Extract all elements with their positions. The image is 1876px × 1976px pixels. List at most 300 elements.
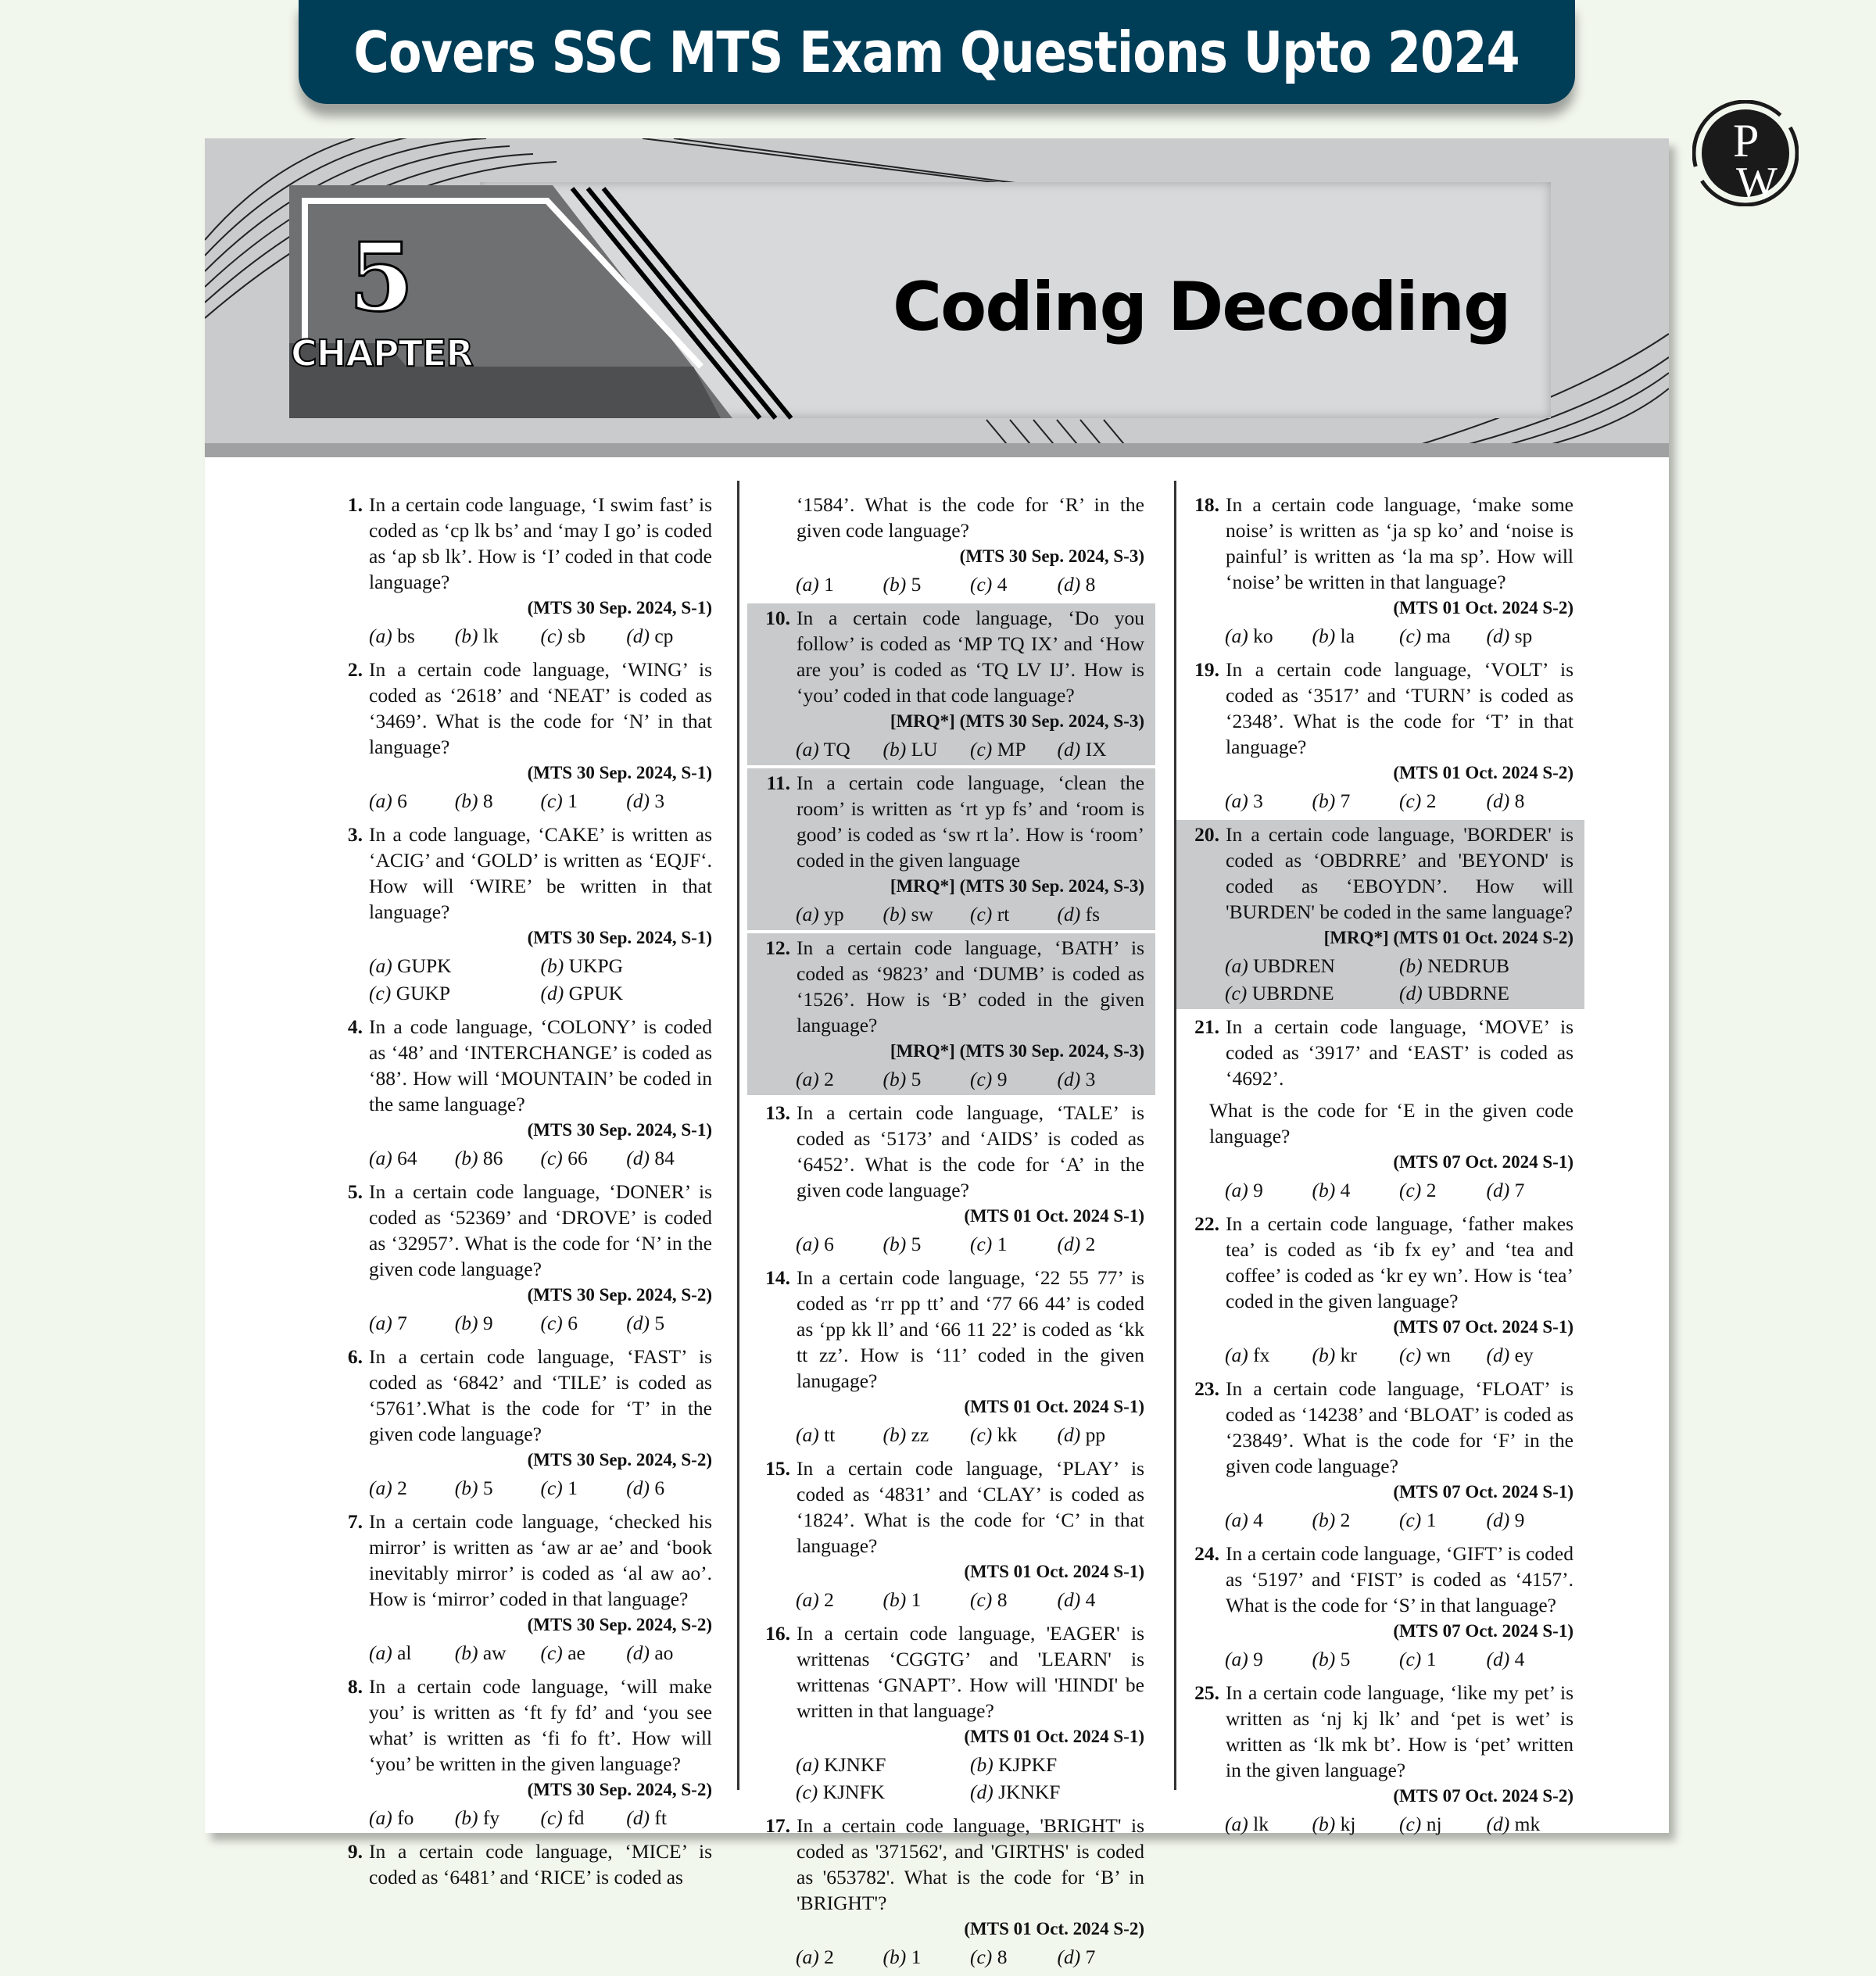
question-number: 15.	[765, 1457, 790, 1480]
question-source: (MTS 30 Sep. 2024, S-1)	[527, 1120, 712, 1140]
option-value: kj	[1340, 1813, 1356, 1835]
option-key: (c)	[540, 789, 563, 812]
option-key: (d)	[626, 1641, 650, 1664]
question-number: 19.	[1194, 658, 1219, 681]
option-key: (d)	[1057, 1588, 1081, 1611]
option-key: (c)	[970, 903, 993, 925]
option-value: fx	[1253, 1344, 1270, 1366]
option-key: (b)	[970, 1753, 993, 1776]
option-item	[626, 1640, 712, 1666]
option-key: (c)	[540, 1806, 563, 1829]
option-item	[1312, 623, 1400, 649]
question-source: [MRQ*] (MTS 30 Sep. 2024, S-3)	[890, 711, 1144, 731]
option-value: KJNKF	[824, 1753, 886, 1776]
option-value: 4	[1514, 1648, 1525, 1670]
option-item	[970, 736, 1058, 762]
question-header	[1176, 1376, 1573, 1479]
option-value: 66	[567, 1147, 588, 1169]
question-source: (MTS 07 Oct. 2024 S-1)	[1393, 1482, 1573, 1502]
question-number: 14.	[765, 1266, 790, 1289]
question-item	[747, 603, 1155, 765]
question-header	[747, 1100, 1144, 1203]
options-list	[747, 1231, 1144, 1257]
option-value: pp	[1085, 1423, 1106, 1446]
option-item	[1225, 788, 1312, 814]
option-item	[1225, 1342, 1312, 1368]
options-list	[747, 1422, 1144, 1448]
question-number: 1.	[347, 493, 363, 516]
option-key: (d)	[1057, 1946, 1081, 1968]
question-header	[336, 1509, 712, 1612]
option-item	[626, 788, 712, 814]
option-key: (b)	[1312, 625, 1336, 647]
question-header	[747, 935, 1144, 1038]
question-number: 20.	[1194, 823, 1219, 846]
option-item	[1487, 1646, 1574, 1672]
option-value: 9	[1253, 1179, 1263, 1201]
option-item	[455, 1145, 541, 1171]
question-text: In a certain code language, ‘father makes tea’ is coded as ‘ib fx ey’ and ‘tea and coffee’ is coded as ‘kr ey wn’. How is ‘tea’ coded in the given language?	[1226, 1212, 1573, 1312]
option-key: (a)	[369, 1477, 392, 1499]
option-value: UBRDNE	[1251, 982, 1334, 1004]
option-item	[883, 1422, 971, 1448]
question-source: [MRQ*] (MTS 30 Sep. 2024, S-3)	[890, 1041, 1144, 1061]
option-value: 2	[1340, 1509, 1351, 1531]
question-item	[1176, 655, 1584, 817]
option-item	[626, 1805, 712, 1831]
option-item	[455, 1805, 541, 1831]
option-item	[883, 571, 971, 597]
option-item	[455, 623, 541, 649]
option-item	[796, 1752, 970, 1777]
option-key: (d)	[626, 1806, 650, 1829]
option-item	[796, 1587, 883, 1613]
question-text: In a certain code language, ‘22 55 77’ is coded as ‘rr pp tt’ and ‘77 66 44’ is coded as ‘pp kk ll’ and ‘66 11 22’ is coded as ‘kk tt zz’. How is ‘11’ coded in the given lanugage?	[797, 1266, 1144, 1392]
option-value: 2	[1426, 1179, 1437, 1201]
chapter-number: 5	[349, 223, 414, 333]
option-value: 5	[911, 1233, 922, 1255]
question-item	[336, 1507, 723, 1669]
option-item	[1487, 1177, 1574, 1203]
option-key: (c)	[970, 1423, 993, 1446]
question-source: (MTS 01 Oct. 2024 S-1)	[964, 1206, 1144, 1226]
question-item	[336, 1342, 723, 1504]
option-value: 2	[824, 1588, 834, 1611]
option-item	[970, 1752, 1144, 1777]
question-item	[747, 1811, 1155, 1973]
option-value: 7	[1340, 789, 1351, 812]
question-text: In a certain code language, ‘MICE’ is coded as ‘6481’ and ‘RICE’ is coded as	[369, 1840, 712, 1888]
option-item	[883, 901, 971, 927]
option-value: fd	[567, 1806, 585, 1829]
options-list	[1176, 953, 1573, 1006]
option-item	[1399, 1811, 1487, 1837]
option-value: 7	[397, 1312, 407, 1334]
option-key: (a)	[796, 1753, 819, 1776]
question-source: (MTS 30 Sep. 2024, S-1)	[527, 598, 712, 618]
question-source: (MTS 01 Oct. 2024 S-1)	[964, 1727, 1144, 1746]
option-value: aw	[482, 1641, 507, 1664]
option-key: (d)	[970, 1781, 993, 1803]
option-item	[1225, 1811, 1312, 1837]
chapter-title: Coding Decoding	[893, 268, 1510, 346]
option-value: 8	[1085, 573, 1096, 596]
option-key: (c)	[1399, 1813, 1422, 1835]
question-header	[336, 657, 712, 760]
option-value: UBDRNE	[1427, 982, 1509, 1004]
question-number: 12.	[765, 936, 790, 959]
option-key: (a)	[796, 1423, 819, 1446]
option-key: (a)	[1225, 789, 1248, 812]
option-value: 5	[1340, 1648, 1351, 1670]
question-header	[336, 1344, 712, 1447]
option-value: zz	[911, 1423, 929, 1446]
column-1	[336, 490, 723, 1896]
question-header	[1176, 822, 1573, 925]
options-list	[747, 1752, 1144, 1805]
option-value: 6	[397, 789, 407, 812]
option-item	[369, 980, 541, 1006]
option-key: (a)	[1225, 1344, 1248, 1366]
question-number: 9.	[347, 1840, 363, 1863]
question-text: In a certain code language, ‘Do you follow’ is coded as ‘MP TQ IX’ and ‘How are you’ is coded as ‘TQ LV IJ’. How is ‘you’ coded in that code language?	[797, 607, 1144, 707]
option-key: (d)	[1057, 903, 1081, 925]
question-item	[747, 1454, 1155, 1616]
banner-title: Covers SSC MTS Exam Questions Upto 2024	[353, 19, 1520, 85]
option-item	[970, 571, 1058, 597]
option-value: 6	[567, 1312, 578, 1334]
option-item	[970, 1231, 1058, 1257]
question-number: 17.	[765, 1814, 790, 1837]
option-item	[1399, 1177, 1487, 1203]
option-key: (c)	[1399, 789, 1422, 812]
options-list	[747, 1587, 1144, 1613]
question-text: In a certain code language, ‘VOLT’ is coded as ‘3517’ and ‘TURN’ is coded as ‘2348’. What is the code for ‘T’ in that language?	[1226, 658, 1573, 758]
option-key: (a)	[796, 903, 819, 925]
question-number: 4.	[347, 1015, 363, 1038]
question-continuation	[747, 490, 1155, 600]
option-item	[369, 1310, 455, 1336]
option-key: (c)	[1399, 1509, 1422, 1531]
options-list	[1176, 788, 1573, 814]
option-value: 6	[654, 1477, 665, 1499]
question-text: In a certain code language, ‘FLOAT’ is coded as ‘14238’ and ‘BLOAT’ is coded as ‘23849’. What is the code for ‘F’ in the given code language?	[1226, 1377, 1573, 1477]
question-number: 16.	[765, 1622, 790, 1645]
options-list	[1176, 1646, 1573, 1672]
option-value: al	[397, 1641, 412, 1664]
question-header	[747, 1265, 1144, 1394]
option-value: fs	[1085, 903, 1101, 925]
question-number: 8.	[347, 1675, 363, 1698]
option-value: 84	[654, 1147, 675, 1169]
question-item	[1176, 1539, 1584, 1675]
option-key: (b)	[454, 1641, 478, 1664]
option-value: 8	[482, 789, 493, 812]
option-key: (a)	[796, 1588, 819, 1611]
option-value: wn	[1426, 1344, 1451, 1366]
option-value: 2	[397, 1477, 407, 1499]
option-item	[1312, 1177, 1400, 1203]
options-list	[1176, 1177, 1573, 1203]
option-item	[1399, 1342, 1487, 1368]
option-key: (c)	[1399, 1648, 1422, 1670]
option-key: (c)	[970, 1946, 993, 1968]
option-value: 5	[482, 1477, 493, 1499]
option-key: (c)	[796, 1781, 818, 1803]
question-item	[1176, 1374, 1584, 1536]
option-key: (d)	[1486, 1813, 1510, 1835]
option-item	[369, 1145, 455, 1171]
option-value: 7	[1085, 1946, 1096, 1968]
question-source: (MTS 30 Sep. 2024, S-2)	[527, 1615, 712, 1634]
question-text: In a certain code language, 'BRIGHT' is coded as '371562', and 'GIRTHS' is coded as '653782'. What is the code for ‘B’ in 'BRIGHT'?	[797, 1814, 1144, 1914]
question-header	[1176, 492, 1573, 595]
option-key: (a)	[369, 625, 392, 647]
chapter-label: CHAPTER	[291, 332, 473, 374]
question-text: In a certain code language, ‘checked his mirror’ is written as ‘aw ar ae’ and ‘book inevitably mirror’ is coded as ‘al aw ao’. How is ‘mirror’ coded in that language?	[369, 1510, 712, 1610]
option-value: 4	[1340, 1179, 1351, 1201]
question-item	[747, 933, 1155, 1095]
question-text-continued: What is the code for ‘E in the given code language?	[1209, 1099, 1573, 1147]
option-key: (a)	[796, 1233, 819, 1255]
option-key: (b)	[454, 789, 478, 812]
option-key: (b)	[1312, 1179, 1336, 1201]
option-item	[369, 1805, 455, 1831]
question-number: 25.	[1194, 1681, 1219, 1704]
option-value: 8	[1514, 789, 1525, 812]
question-header	[747, 605, 1144, 708]
question-item	[336, 820, 723, 1009]
question-source: (MTS 07 Oct. 2024 S-1)	[1393, 1152, 1573, 1172]
book-page	[205, 138, 1669, 1968]
option-key: (a)	[1225, 954, 1248, 977]
option-key: (d)	[1399, 982, 1423, 1004]
option-value: 2	[1426, 789, 1437, 812]
question-number: 6.	[347, 1345, 363, 1368]
question-text: In a code language, ‘COLONY’ is coded as ‘48’ and ‘INTERCHANGE’ is coded as ‘88’. How will ‘MOUNTAIN’ be coded in the same language?	[369, 1015, 712, 1115]
option-key: (a)	[1225, 625, 1248, 647]
option-key: (b)	[883, 1423, 907, 1446]
option-item	[1225, 1646, 1312, 1672]
option-key: (b)	[1312, 1648, 1336, 1670]
question-number: 10.	[765, 607, 790, 629]
option-item	[1312, 1646, 1400, 1672]
option-key: (b)	[454, 1147, 478, 1169]
option-item	[1058, 1231, 1145, 1257]
option-value: 6	[824, 1233, 834, 1255]
option-item	[1225, 1177, 1312, 1203]
option-item	[1487, 788, 1574, 814]
option-item	[541, 1310, 627, 1336]
option-item	[1058, 1066, 1145, 1092]
question-item	[336, 490, 723, 652]
option-item	[455, 1310, 541, 1336]
question-number: 13.	[765, 1101, 790, 1124]
question-header	[747, 770, 1144, 873]
option-item	[1058, 736, 1145, 762]
option-item	[1487, 1811, 1574, 1837]
options-list	[747, 736, 1144, 762]
option-value: 5	[911, 1068, 922, 1090]
question-text: In a certain code language, ‘WING’ is coded as ‘2618’ and ‘NEAT’ is coded as ‘3469’. What is the code for ‘N’ in that language?	[369, 658, 712, 758]
option-item	[1312, 1342, 1400, 1368]
option-value: 4	[1253, 1509, 1263, 1531]
option-key: (c)	[970, 1588, 993, 1611]
question-item	[336, 1672, 723, 1834]
option-value: ey	[1514, 1344, 1534, 1366]
option-value: lk	[1253, 1813, 1269, 1835]
option-item	[626, 1310, 712, 1336]
question-header	[336, 492, 712, 595]
option-key: (a)	[369, 954, 392, 977]
option-key: (b)	[883, 1068, 907, 1090]
option-item	[626, 623, 712, 649]
option-value: 3	[1253, 789, 1263, 812]
option-key: (c)	[540, 1641, 563, 1664]
option-value: bs	[397, 625, 415, 647]
option-item	[455, 1475, 541, 1501]
option-key: (a)	[796, 738, 819, 761]
question-number: 3.	[347, 823, 363, 846]
question-text: In a certain code language, ‘FAST’ is coded as ‘6842’ and ‘TILE’ is coded as ‘5761’.What is the code for ‘T’ in the given code language?	[369, 1345, 712, 1445]
option-key: (a)	[796, 1946, 819, 1968]
option-key: (a)	[796, 573, 819, 596]
option-key: (d)	[1486, 1648, 1510, 1670]
option-value: 8	[997, 1588, 1008, 1611]
option-value: 86	[482, 1147, 503, 1169]
option-item	[796, 901, 883, 927]
question-header	[336, 1838, 712, 1890]
column-2	[747, 490, 1155, 1976]
option-value: 5	[911, 573, 922, 596]
option-key: (a)	[369, 1312, 392, 1334]
option-key: (c)	[1399, 1344, 1422, 1366]
question-item	[336, 1177, 723, 1339]
question-text: In a code language, ‘CAKE’ is written as ‘ACIG’ and ‘GOLD’ is written as ‘EQJF‘. How will ‘WIRE’ be written in that language?	[369, 823, 712, 923]
option-key: (b)	[454, 1477, 478, 1499]
option-item	[970, 1422, 1058, 1448]
pw-logo-icon	[1692, 100, 1799, 206]
question-text: In a certain code language, ‘GIFT’ is coded as ‘5197’ and ‘FIST’ is coded as ‘4157’. What is the code for ‘S’ in that language?	[1226, 1542, 1573, 1616]
question-source: (MTS 01 Oct. 2024 S-2)	[964, 1919, 1144, 1938]
option-item	[541, 980, 713, 1006]
question-number: 2.	[347, 658, 363, 681]
option-item	[970, 1779, 1144, 1805]
option-value: 1	[911, 1588, 922, 1611]
option-value: 4	[997, 573, 1008, 596]
question-header	[747, 1813, 1144, 1916]
question-item	[747, 768, 1155, 930]
question-header	[747, 1455, 1144, 1559]
option-item	[970, 1066, 1058, 1092]
option-key: (a)	[1225, 1179, 1248, 1201]
option-item	[369, 1475, 455, 1501]
option-key: (b)	[1312, 1813, 1336, 1835]
question-header	[1176, 657, 1573, 760]
option-item	[1399, 1646, 1487, 1672]
option-item	[541, 953, 713, 979]
option-item	[1399, 980, 1573, 1006]
option-item	[796, 1422, 883, 1448]
question-item	[1176, 1678, 1584, 1840]
option-value: sp	[1514, 625, 1533, 647]
option-item	[541, 1475, 627, 1501]
option-item	[541, 788, 627, 814]
options-list	[336, 623, 712, 649]
option-key: (a)	[369, 1806, 392, 1829]
question-header	[336, 1179, 712, 1282]
option-key: (b)	[1312, 1344, 1336, 1366]
option-value: 1	[567, 1477, 578, 1499]
option-key: (b)	[1312, 789, 1336, 812]
options-list	[747, 1066, 1144, 1092]
option-value: 1	[567, 789, 578, 812]
question-text: In a certain code language, ‘I swim fast’ is coded as ‘cp lk bs’ and ‘may I go’ is coded as ‘ap sb lk’. How is ‘I’ coded in that code language?	[369, 493, 712, 593]
option-value: 7	[1514, 1179, 1525, 1201]
question-item	[336, 655, 723, 817]
question-number: 7.	[347, 1510, 363, 1533]
option-key: (b)	[540, 954, 564, 977]
option-item	[369, 623, 455, 649]
option-value: fo	[397, 1806, 414, 1829]
question-text: In a certain code language, ‘TALE’ is coded as ‘5173’ and ‘AIDS’ is coded as ‘6452’. What is the code for ‘A’ in the given code language?	[797, 1101, 1144, 1201]
option-key: (d)	[626, 1312, 650, 1334]
question-item	[336, 1012, 723, 1174]
question-number: 21.	[1194, 1015, 1219, 1038]
option-key: (b)	[883, 573, 907, 596]
option-value: GPUK	[568, 982, 624, 1004]
option-item	[1399, 623, 1487, 649]
question-header	[336, 822, 712, 925]
option-value: 2	[824, 1068, 834, 1090]
option-key: (c)	[1225, 982, 1248, 1004]
option-item	[970, 901, 1058, 927]
options-list	[336, 1805, 712, 1831]
option-key: (c)	[540, 1147, 563, 1169]
option-item	[1487, 1342, 1574, 1368]
option-key: (d)	[626, 789, 650, 812]
option-key: (a)	[369, 1147, 392, 1169]
option-key: (c)	[369, 982, 392, 1004]
option-key: (d)	[1057, 1233, 1081, 1255]
question-source: (MTS 30 Sep. 2024, S-2)	[527, 1450, 712, 1469]
option-key: (c)	[540, 625, 563, 647]
option-value: 9	[997, 1068, 1008, 1090]
option-value: 4	[1085, 1588, 1096, 1611]
top-banner	[299, 0, 1575, 104]
option-key: (d)	[626, 1147, 650, 1169]
option-value: sw	[911, 903, 933, 925]
option-item	[541, 1805, 627, 1831]
question-header	[1176, 1541, 1573, 1618]
option-item	[1058, 1944, 1145, 1970]
question-source: (MTS 30 Sep. 2024, S-2)	[527, 1780, 712, 1799]
question-source: (MTS 30 Sep. 2024, S-1)	[527, 928, 712, 947]
option-value: 3	[1085, 1068, 1096, 1090]
option-key: (b)	[1399, 954, 1423, 977]
option-item	[1399, 1507, 1487, 1533]
option-item	[883, 1066, 971, 1092]
question-source: (MTS 01 Oct. 2024 S-2)	[1393, 763, 1573, 782]
option-key: (c)	[540, 1477, 563, 1499]
option-item	[1225, 1507, 1312, 1533]
option-item	[369, 788, 455, 814]
option-item	[1487, 1507, 1574, 1533]
svg-text:P: P	[1733, 115, 1760, 166]
options-list	[747, 1944, 1144, 1970]
option-key: (b)	[454, 1312, 478, 1334]
option-value: 1	[911, 1946, 922, 1968]
